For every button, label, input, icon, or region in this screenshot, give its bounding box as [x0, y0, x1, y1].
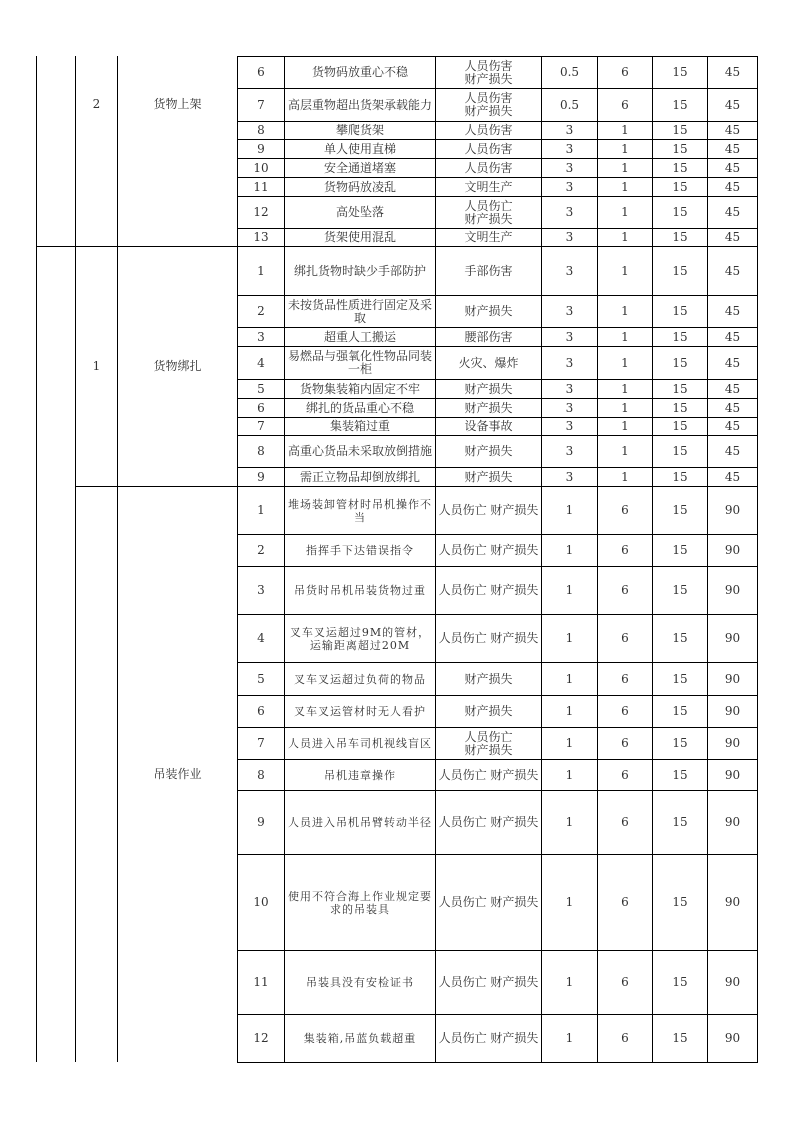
likelihood-value: 3: [565, 160, 574, 175]
risk-score: 45: [724, 123, 741, 137]
hazard-description: 货物码放重心不稳: [311, 65, 408, 79]
hazard-description: 高重心货品未采取放倒措施: [287, 444, 432, 458]
row-number: 8: [257, 767, 265, 782]
risk-score: 45: [724, 469, 741, 484]
consequence: 文明生产: [464, 230, 513, 244]
consequence-value: 15: [672, 1031, 688, 1045]
likelihood-value: 1: [565, 1031, 574, 1045]
exposure-value: 6: [621, 895, 629, 909]
exposure-value: 6: [621, 583, 629, 597]
risk-score: 45: [724, 65, 741, 79]
risk-score: 45: [724, 444, 741, 458]
risk-score: 45: [724, 205, 741, 219]
consequence-value: 15: [672, 97, 688, 112]
column-line-7: [757, 56, 758, 1063]
row-number: 9: [257, 815, 265, 829]
row-number: 11: [253, 975, 269, 989]
consequence-value: 15: [672, 895, 688, 909]
consequence: 火灾、爆炸: [458, 355, 519, 370]
row-number: 4: [257, 631, 265, 645]
consequence-value: 15: [672, 179, 688, 194]
exposure-value: 1: [621, 205, 629, 219]
consequence-value: 15: [672, 444, 688, 458]
hazard-description: 叉车叉运超过负荷的物品: [294, 672, 426, 686]
exposure-value: 6: [621, 543, 629, 557]
likelihood-value: 1: [565, 503, 574, 517]
risk-score: 90: [724, 583, 741, 597]
consequence: 人员伤亡 财产损失: [438, 895, 539, 909]
exposure-value: 6: [621, 631, 629, 645]
hazard-description: 集装箱,吊蓝负载超重: [303, 1032, 417, 1045]
consequence: 腰部伤害: [464, 329, 513, 344]
hazard-description: 攀爬货架: [335, 123, 384, 137]
likelihood-value: 0.5: [559, 65, 580, 79]
risk-score: 45: [724, 381, 741, 396]
exposure-value: 1: [621, 419, 629, 433]
risk-score: 45: [724, 355, 741, 370]
consequence: 财产损失: [464, 381, 513, 396]
likelihood-value: 1: [565, 543, 574, 557]
consequence-value: 15: [672, 329, 688, 344]
likelihood-value: 3: [565, 304, 574, 318]
likelihood-value: 1: [565, 767, 574, 782]
row-number: 10: [253, 160, 269, 175]
likelihood-value: 3: [565, 123, 574, 137]
consequence-value: 15: [672, 631, 688, 645]
risk-score: 90: [724, 503, 741, 517]
exposure-value: 6: [621, 815, 629, 829]
row-number: 9: [257, 141, 265, 156]
consequence: 财产损失: [464, 400, 513, 415]
consequence-value: 15: [672, 160, 688, 175]
likelihood-value: 3: [565, 329, 574, 344]
likelihood-value: 3: [565, 469, 574, 484]
hazard-description: 人员进入吊车司机视线盲区: [288, 737, 432, 750]
likelihood-value: 3: [565, 400, 574, 415]
exposure-value: 6: [621, 671, 629, 686]
risk-score: 45: [724, 160, 741, 175]
hazard-description: 绑扎货物时缺少手部防护: [293, 263, 426, 278]
exposure-value: 1: [621, 141, 629, 156]
consequence-value: 15: [672, 503, 688, 517]
risk-score: 90: [724, 975, 741, 989]
consequence-value: 15: [672, 583, 688, 597]
likelihood-value: 1: [565, 704, 574, 718]
risk-score: 90: [724, 736, 741, 750]
group-number: 2: [92, 97, 101, 111]
hazard-description: 绑扎的货品重心不稳: [305, 400, 414, 415]
group-name: 货物上架: [153, 97, 202, 111]
consequence: 人员伤亡 财产损失: [438, 583, 539, 597]
consequence-value: 15: [672, 381, 688, 396]
consequence-value: 15: [672, 767, 688, 782]
consequence-value: 15: [672, 263, 688, 278]
consequence: 人员伤亡 财产损失: [464, 729, 513, 757]
hazard-description: 人员进入吊机吊臂转动半径: [288, 816, 432, 829]
row-number: 7: [257, 97, 265, 112]
exposure-value: 6: [621, 767, 629, 782]
exposure-value: 6: [621, 65, 629, 79]
row-number: 5: [257, 381, 265, 396]
row-number: 3: [257, 329, 265, 344]
likelihood-value: 3: [565, 355, 574, 370]
consequence-value: 15: [672, 230, 688, 244]
risk-score: 90: [724, 815, 741, 829]
likelihood-value: 1: [565, 815, 574, 829]
row-number: 5: [257, 671, 265, 686]
exposure-value: 1: [621, 304, 629, 318]
risk-score: 45: [724, 141, 741, 156]
consequence-value: 15: [672, 355, 688, 370]
risk-score: 90: [724, 671, 741, 686]
consequence-value: 15: [672, 736, 688, 750]
hazard-description: 吊机违章操作: [324, 768, 396, 782]
hazard-description: 货架使用混乱: [323, 230, 396, 244]
group-name: 货物绑扎: [153, 359, 202, 373]
consequence: 设备事故: [464, 419, 513, 433]
row-number: 1: [257, 503, 265, 517]
consequence: 人员伤害: [464, 141, 513, 156]
consequence: 人员伤亡 财产损失: [438, 503, 539, 517]
hazard-description: 需正立物品却倒放绑扎: [299, 469, 420, 484]
hazard-description: 易燃品与强氧化性物品同装一柜: [287, 349, 432, 376]
consequence: 财产损失: [464, 304, 513, 318]
row-number: 9: [257, 469, 265, 484]
likelihood-value: 1: [565, 736, 574, 750]
hazard-description: 指挥手下达错误指令: [306, 544, 414, 557]
hazard-description: 叉车叉运管材时无人看护: [294, 705, 426, 718]
consequence: 财产损失: [464, 444, 513, 458]
row-number: 13: [253, 230, 269, 244]
risk-score: 45: [724, 179, 741, 194]
consequence-value: 15: [672, 815, 688, 829]
hazard-description: 叉车叉运超过9M的管材，运输距离超过20M: [289, 625, 431, 652]
consequence-value: 15: [672, 65, 688, 79]
consequence: 人员伤害 财产损失: [464, 58, 513, 86]
consequence: 人员伤亡 财产损失: [464, 198, 513, 226]
likelihood-value: 3: [565, 230, 574, 244]
exposure-value: 1: [621, 444, 629, 458]
risk-score: 45: [724, 419, 741, 433]
row-number: 6: [257, 704, 265, 718]
hazard-description: 吊装具没有安检证书: [306, 976, 414, 989]
consequence: 人员伤亡 财产损失: [438, 975, 539, 989]
likelihood-value: 1: [565, 671, 574, 686]
row-line: [237, 1062, 758, 1063]
risk-score: 45: [724, 304, 741, 318]
row-number: 7: [257, 736, 265, 750]
row-number: 1: [257, 263, 265, 278]
row-number: 3: [257, 583, 265, 597]
consequence-value: 15: [672, 419, 688, 433]
exposure-value: 1: [621, 123, 629, 137]
exposure-value: 1: [621, 469, 629, 484]
risk-score: 45: [724, 97, 741, 112]
consequence: 人员伤亡 财产损失: [438, 1031, 539, 1045]
consequence: 人员伤亡 财产损失: [438, 631, 539, 645]
likelihood-value: 3: [565, 205, 574, 219]
consequence: 人员伤亡 财产损失: [438, 815, 539, 829]
row-number: 2: [257, 304, 265, 318]
likelihood-value: 1: [565, 895, 574, 909]
consequence-value: 15: [672, 400, 688, 415]
hazard-description: 单人使用直梯: [323, 141, 396, 156]
likelihood-value: 1: [565, 975, 574, 989]
group-name: 吊装作业: [153, 767, 202, 781]
risk-score: 90: [724, 704, 741, 718]
risk-score: 45: [724, 400, 741, 415]
exposure-value: 6: [621, 503, 629, 517]
consequence-value: 15: [672, 205, 688, 219]
consequence-value: 15: [672, 671, 688, 686]
exposure-value: 1: [621, 381, 629, 396]
consequence: 手部伤害: [464, 263, 513, 278]
likelihood-value: 3: [565, 419, 574, 433]
hazard-description: 高处坠落: [335, 205, 384, 219]
row-number: 7: [257, 419, 265, 433]
risk-score: 90: [724, 631, 741, 645]
exposure-value: 6: [621, 736, 629, 750]
likelihood-value: 0.5: [559, 97, 580, 112]
exposure-value: 6: [621, 975, 629, 989]
hazard-description: 集装箱过重: [329, 419, 390, 433]
exposure-value: 6: [621, 1031, 629, 1045]
group-number: [76, 487, 117, 1062]
consequence: 财产损失: [464, 469, 513, 484]
consequence: 人员伤害: [464, 123, 513, 137]
exposure-value: 1: [621, 400, 629, 415]
exposure-value: 1: [621, 179, 629, 194]
consequence: 人员伤害 财产损失: [464, 91, 513, 118]
likelihood-value: 1: [565, 583, 574, 597]
exposure-value: 1: [621, 355, 629, 370]
consequence: 文明生产: [464, 179, 513, 194]
likelihood-value: 3: [565, 141, 574, 156]
consequence-value: 15: [672, 543, 688, 557]
hazard-description: 吊货时吊机吊装货物过重: [294, 584, 426, 597]
hazard-description: 高层重物超出货架承载能力: [287, 97, 432, 112]
likelihood-value: 3: [565, 381, 574, 396]
consequence-value: 15: [672, 141, 688, 156]
consequence-value: 15: [672, 975, 688, 989]
risk-score: 45: [724, 230, 741, 244]
exposure-value: 1: [621, 329, 629, 344]
left-border-line-0: [36, 56, 37, 1062]
risk-score: 90: [724, 1031, 741, 1045]
likelihood-value: 3: [565, 179, 574, 194]
consequence: 人员伤亡 财产损失: [438, 543, 539, 557]
row-number: 12: [253, 1031, 269, 1045]
exposure-value: 6: [621, 704, 629, 718]
consequence: 财产损失: [464, 704, 513, 718]
row-number: 11: [253, 179, 269, 194]
hazard-description: 货物集装箱内固定不牢: [299, 381, 420, 396]
hazard-description: 使用不符合海上作业规定要求的吊装具: [288, 889, 432, 916]
consequence-value: 15: [672, 304, 688, 318]
exposure-value: 1: [621, 160, 629, 175]
likelihood-value: 1: [565, 631, 574, 645]
risk-score: 90: [724, 895, 741, 909]
hazard-description: 超重人工搬运: [323, 329, 396, 344]
risk-score: 90: [724, 767, 741, 782]
group-number: 1: [92, 359, 101, 373]
hazard-description: 堆场装卸管材时吊机操作不当: [288, 497, 432, 524]
consequence-value: 15: [672, 123, 688, 137]
exposure-value: 1: [621, 230, 629, 244]
likelihood-value: 3: [565, 444, 574, 458]
likelihood-value: 3: [565, 263, 574, 278]
hazard-description: 安全通道堵塞: [323, 160, 396, 175]
risk-score: 90: [724, 543, 741, 557]
consequence-value: 15: [672, 469, 688, 484]
row-number: 10: [253, 895, 269, 909]
hazard-description: 货物码放凌乱: [323, 179, 396, 194]
row-number: 6: [257, 400, 265, 415]
row-number: 12: [253, 205, 269, 219]
row-number: 8: [257, 123, 265, 137]
consequence: 财产损失: [464, 671, 513, 686]
risk-score: 45: [724, 263, 741, 278]
hazard-description: 未按货品性质进行固定及采取: [287, 297, 432, 325]
consequence-value: 15: [672, 704, 688, 718]
row-number: 4: [257, 355, 265, 370]
consequence: 人员伤亡 财产损失: [438, 767, 539, 782]
exposure-value: 6: [621, 97, 629, 112]
row-number: 8: [257, 444, 265, 458]
consequence: 人员伤害: [464, 160, 513, 175]
row-number: 6: [257, 65, 265, 79]
row-number: 2: [257, 543, 265, 557]
exposure-value: 1: [621, 263, 629, 278]
risk-score: 45: [724, 329, 741, 344]
